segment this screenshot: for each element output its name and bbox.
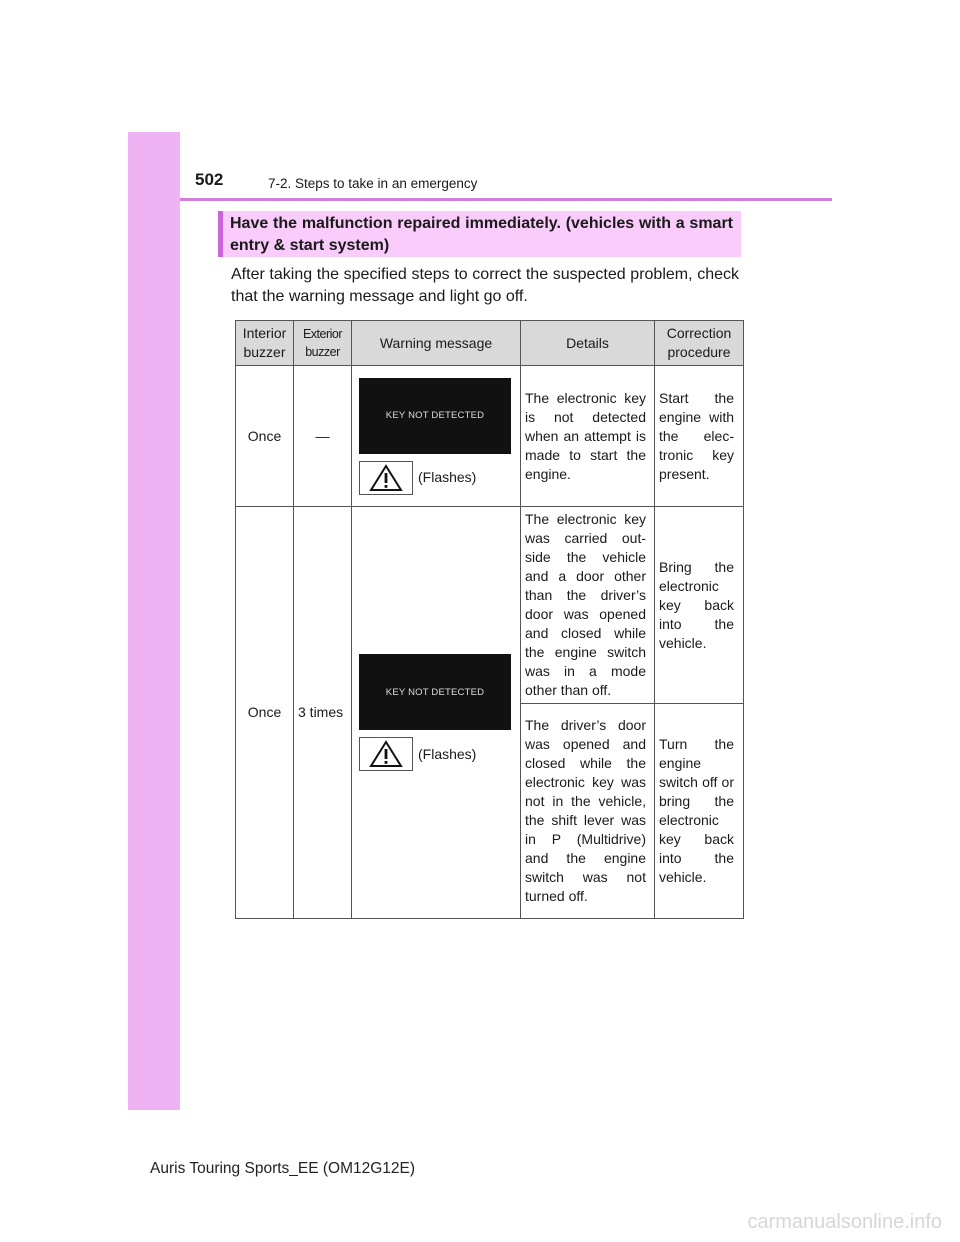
row2-details-a: The electronic key was carried out-side the vehicle and a door other than the driver’s door was opened and closed while the engine switch was in a mode other than off.	[521, 507, 655, 704]
display-screen	[359, 654, 511, 730]
page-number: 502	[195, 170, 224, 189]
flashes-label: (Flashes)	[418, 469, 477, 485]
row2-exterior-buzzer: 3 times	[294, 507, 352, 919]
row2-correction-a: Bring the electronic key back into the vehicle.	[655, 507, 744, 704]
caution-line	[359, 737, 514, 771]
row2-warning-message	[352, 507, 521, 919]
row1-exterior-buzzer: —	[294, 366, 352, 507]
warning-triangle-icon	[359, 461, 413, 495]
header-rule	[180, 198, 832, 201]
display-screen-text: KEY NOT DETECTED	[385, 686, 485, 698]
display-screen	[359, 378, 511, 454]
header-exterior-buzzer: Exterior buzzer	[294, 321, 352, 366]
warning-table	[235, 320, 744, 919]
row2-correction-b: Turn the engine switch off or bring the electronic key back into the vehicle.	[655, 704, 744, 919]
watermark: carmanualsonline.info	[747, 1211, 942, 1233]
flashes-label: (Flashes)	[418, 745, 477, 762]
header-warning-message: Warning message	[352, 321, 521, 366]
display-screen-text: KEY NOT DETECTED	[385, 410, 485, 421]
row2-details-b: The driver’s door was opened and closed while the electronic key was not in the vehicle, the shift lever was in P (Multidrive) and the engine switch was not turned off.	[521, 704, 655, 919]
section-title: 7-2. Steps to take in an emergency	[268, 176, 478, 191]
heading-text: Have the malfunction repaired immediately. (vehicles with a smart entry & start system)	[230, 215, 733, 254]
table-row	[236, 366, 744, 507]
heading-box	[218, 211, 741, 257]
table-header-row	[236, 321, 744, 366]
footer-text: Auris Touring Sports_EE (OM12G12E)	[150, 1160, 416, 1177]
table-row	[236, 507, 744, 704]
intro-paragraph: After taking the specified steps to correct the suspected problem, check that the warning message and light go off.	[231, 266, 739, 305]
side-tab	[128, 132, 180, 1110]
row1-interior-buzzer: Once	[236, 366, 294, 507]
warning-triangle-icon	[359, 737, 413, 771]
caution-line	[359, 461, 514, 495]
header-details: Details	[521, 321, 655, 366]
row1-details: The electronic key is not detected when an attempt is made to start the engine.	[521, 366, 655, 507]
header-correction-procedure: Correction procedure	[655, 321, 744, 366]
row1-correction: Start the engine with the elec-tronic key present.	[655, 366, 744, 507]
row2-interior-buzzer: Once	[236, 507, 294, 919]
row1-warning-message	[352, 366, 521, 507]
header-interior-buzzer: Interior buzzer	[236, 321, 294, 366]
